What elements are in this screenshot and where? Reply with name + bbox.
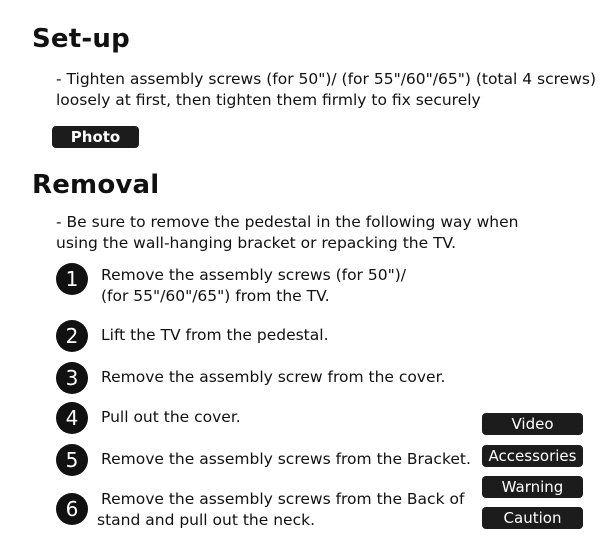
step-number-badge: 3	[56, 362, 88, 394]
step-text: Remove the assembly screws from the Bracket.	[101, 450, 471, 468]
setup-line-2: loosely at first, then tighten them firmly to fix securely	[56, 91, 481, 109]
step-text: Remove the assembly screw from the cover.	[101, 368, 446, 386]
step-number-badge: 2	[56, 320, 88, 352]
accessories-button[interactable]: Accessories	[482, 445, 583, 467]
step-1	[56, 263, 476, 303]
removal-intro-line-1: - Be sure to remove the pedestal in the following way when	[56, 213, 519, 231]
setup-instructions	[56, 69, 596, 111]
setup-heading: Set-up	[32, 24, 130, 54]
step-text-line: Remove the assembly screws from the Back of	[101, 490, 465, 508]
step-number-badge: 5	[56, 444, 88, 476]
step-text	[97, 489, 465, 531]
setup-line-1: - Tighten assembly screws (for 50")/ (for 55"/60"/65") (total 4 screws)	[56, 70, 596, 88]
video-button[interactable]: Video	[482, 413, 583, 435]
photo-button[interactable]: Photo	[52, 126, 139, 148]
step-text: Pull out the cover.	[101, 408, 241, 426]
step-number-badge: 4	[56, 402, 88, 434]
caution-button[interactable]: Caution	[482, 507, 583, 529]
step-2	[56, 320, 476, 360]
step-number-badge: 1	[56, 263, 88, 295]
removal-intro	[56, 212, 518, 254]
step-text-line: stand and pull out the neck.	[97, 511, 315, 529]
removal-intro-line-2: using the wall-hanging bracket or repacking the TV.	[56, 234, 457, 252]
step-6	[56, 488, 476, 528]
step-text-line: Remove the assembly screws (for 50")/	[101, 266, 406, 284]
removal-heading: Removal	[32, 170, 160, 200]
step-text-line: (for 55"/60"/65") from the TV.	[101, 287, 330, 305]
step-text	[101, 265, 406, 307]
step-number-badge: 6	[56, 493, 88, 525]
warning-button[interactable]: Warning	[482, 476, 583, 498]
step-4	[56, 402, 476, 442]
step-text: Lift the TV from the pedestal.	[101, 326, 329, 344]
step-3	[56, 362, 476, 402]
step-5	[56, 444, 476, 484]
